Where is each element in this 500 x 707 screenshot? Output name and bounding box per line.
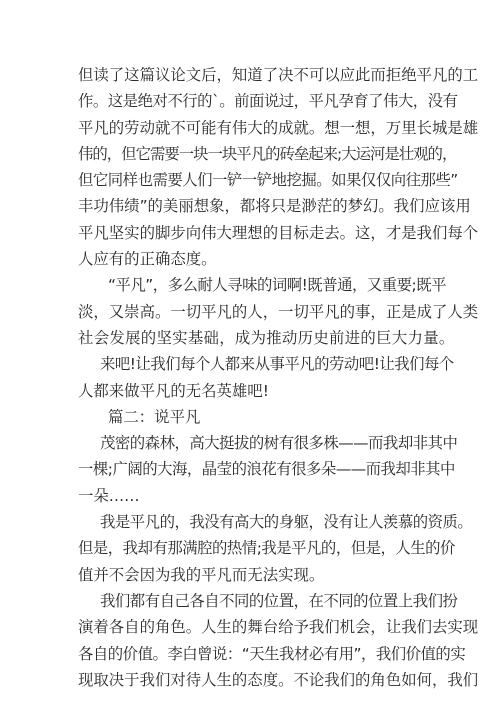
text-line: 一棵;广阔的大海，晶莹的浪花有很多朵——而我却非其中 bbox=[78, 460, 455, 479]
text-line: 伟的，但它需要一块一块平凡的砖垒起来;大运河是壮观的， bbox=[78, 144, 457, 163]
text-line: 平凡的劳动就不可能有伟大的成就。想一想，万里长城是雄 bbox=[78, 118, 479, 137]
text-line: 作。这是绝对不行的`。前面说过，平凡孕育了伟大，没有 bbox=[78, 92, 458, 111]
text-line: 但它同样也需要人们一铲一铲地挖掘。如果仅仅向往那些” bbox=[78, 171, 458, 190]
paragraph-start-line: 来吧!让我们每个人都来从事平凡的劳动吧!让我们每个 bbox=[100, 355, 454, 374]
text-line: 但读了这篇议论文后，知道了决不可以应此而拒绝平凡的工 bbox=[78, 66, 479, 84]
paragraph-start-line: 我是平凡的，我没有高大的身躯，没有让人羡慕的资质。 bbox=[100, 513, 473, 532]
paragraph-start-line: 茂密的森林，高大挺拔的树有很多株——而我却非其中 bbox=[100, 434, 458, 453]
text-line: 现取决于我们对待人生的态度。不论我们的角色如何，我们 bbox=[78, 670, 479, 689]
text-line: 平凡坚实的脚步向伟大理想的目标走去。这，才是我们每个 bbox=[78, 223, 479, 242]
text-line: 各自的价值。李白曾说：“天生我材必有用”，我们价值的实 bbox=[78, 644, 466, 663]
section-heading: 篇二：说平凡 bbox=[108, 407, 201, 426]
paragraph-start-line: 我们都有自己各自不同的位置，在不同的位置上我们扮 bbox=[100, 591, 458, 610]
paragraph-start-line: “平凡”，多么耐人寻味的词啊!既普通，又重要;既平 bbox=[108, 276, 447, 295]
text-line: 但是，我却有那满腔的热情;我是平凡的，但是，人生的价 bbox=[78, 539, 455, 558]
text-line: 演着各自的角色。人生的舞台给予我们机会，让我们去实现 bbox=[78, 618, 479, 637]
text-line: 人都来做平凡的无名英雄吧! bbox=[78, 381, 269, 400]
document-body bbox=[78, 62, 479, 693]
text-line: 一朵…… bbox=[78, 486, 140, 505]
text-line: 人应有的正确态度。 bbox=[78, 250, 217, 269]
text-line: 淡，又崇高。一切平凡的人，一切平凡的事，正是成了人类 bbox=[78, 302, 479, 321]
text-line: 社会发展的坚实基础，成为推动历史前进的巨大力量。 bbox=[78, 328, 455, 347]
text-line: 丰功伟绩”的美丽想象，都将只是渺茫的梦幻。我们应该用 bbox=[78, 197, 471, 216]
text-line: 值并不会因为我的平凡而无法实现。 bbox=[78, 565, 325, 584]
